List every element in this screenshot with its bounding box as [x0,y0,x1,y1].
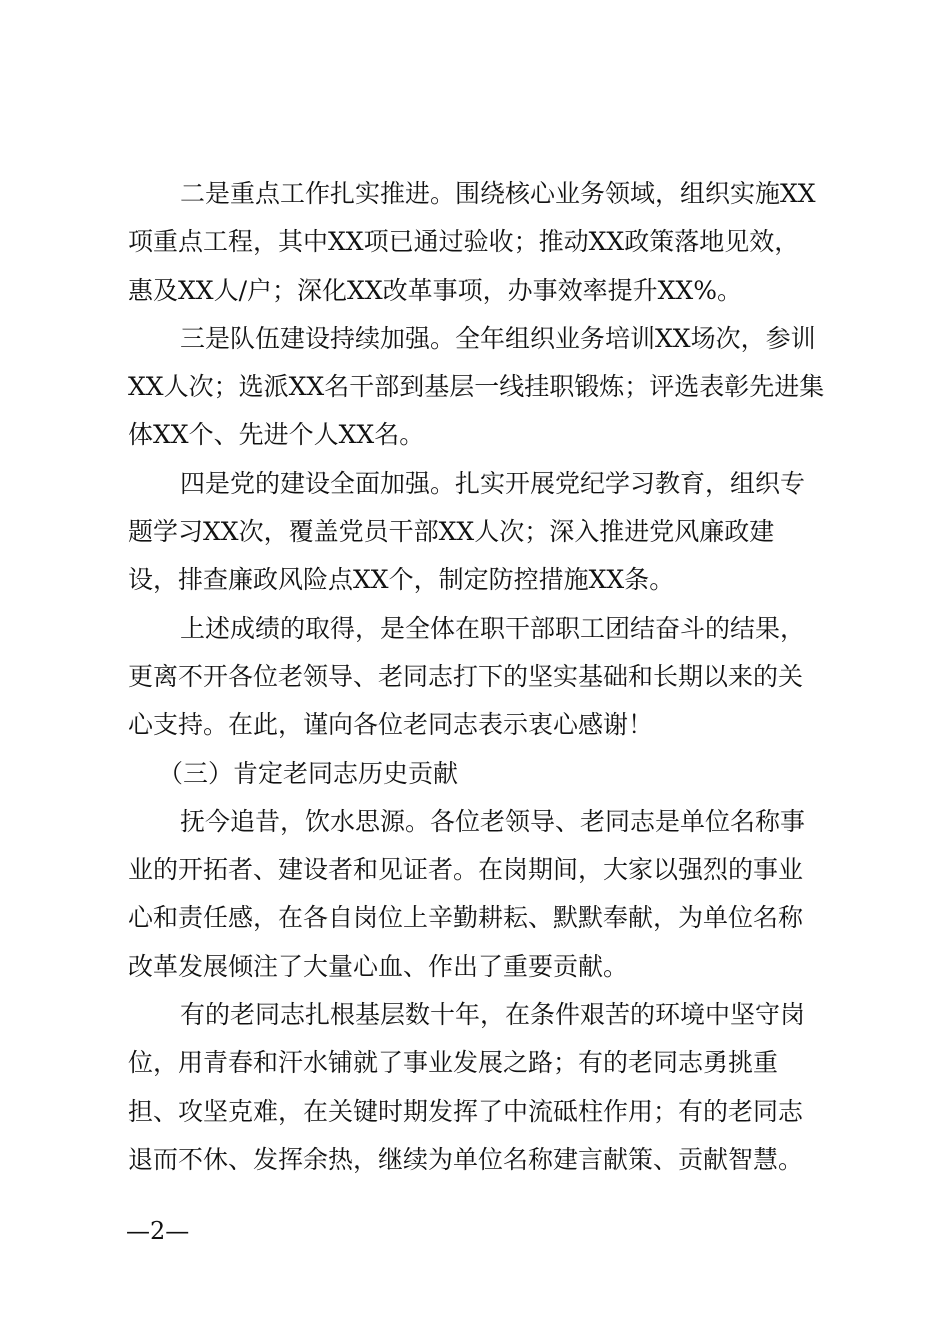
paragraph-line: XX人次；选派XX名干部到基层一线挂职锻炼；评选表彰先进集 [128,372,825,402]
paragraph-line: 抚今追昔，饮水思源。各位老领导、老同志是单位名称事 [180,806,806,836]
paragraph-line: 更离不开各位老领导、老同志打下的坚实基础和长期以来的关 [128,661,804,691]
document-body [128,170,838,1184]
paragraph-line: 四是党的建设全面加强。扎实开展党纪学习教育，组织专 [180,468,806,498]
page-number: —2— [126,1217,190,1245]
paragraph-line: 项重点工程，其中XX项已通过验收；推动XX政策落地见效， [128,227,800,257]
paragraph-line: 上述成绩的取得，是全体在职干部职工团结奋斗的结果， [180,613,806,643]
paragraph-line: 心支持。在此，谨向各位老同志表示衷心感谢！ [128,710,654,740]
paragraph-line: 担、攻坚克难，在关键时期发挥了中流砥柱作用；有的老同志 [128,1096,804,1126]
paragraph-line: 惠及XX人/户；深化XX改革事项，办事效率提升XX%。 [128,275,742,305]
paragraph-line: 业的开拓者、建设者和见证者。在岗期间，大家以强烈的事业 [128,855,804,885]
paragraph-line: 心和责任感，在各自岗位上辛勤耕耘、默默奉献，为单位名称 [128,903,804,933]
paragraph-line: 二是重点工作扎实推进。围绕核心业务领域，组织实施XX [180,179,816,208]
paragraph-line: 题学习XX次，覆盖党员干部XX人次；深入推进党风廉政建 [128,517,775,547]
paragraph-line: 体XX个、先进个人XX名。 [128,420,425,450]
paragraph-line: 设，排查廉政风险点XX个，制定防控措施XX条。 [128,565,675,595]
section-heading: （三）肯定老同志历史贡献 [158,758,459,788]
paragraph-line: 退而不休、发挥余热，继续为单位名称建言献策、贡献智慧。 [128,1144,804,1174]
paragraph-line: 位，用青春和汗水铺就了事业发展之路；有的老同志勇挑重 [128,1048,779,1078]
paragraph-line: 三是队伍建设持续加强。全年组织业务培训XX场次，参训 [180,323,816,353]
paragraph-line: 有的老同志扎根基层数十年，在条件艰苦的环境中坚守岗 [180,1000,806,1030]
paragraph-line: 改革发展倾注了大量心血、作出了重要贡献。 [128,951,629,981]
